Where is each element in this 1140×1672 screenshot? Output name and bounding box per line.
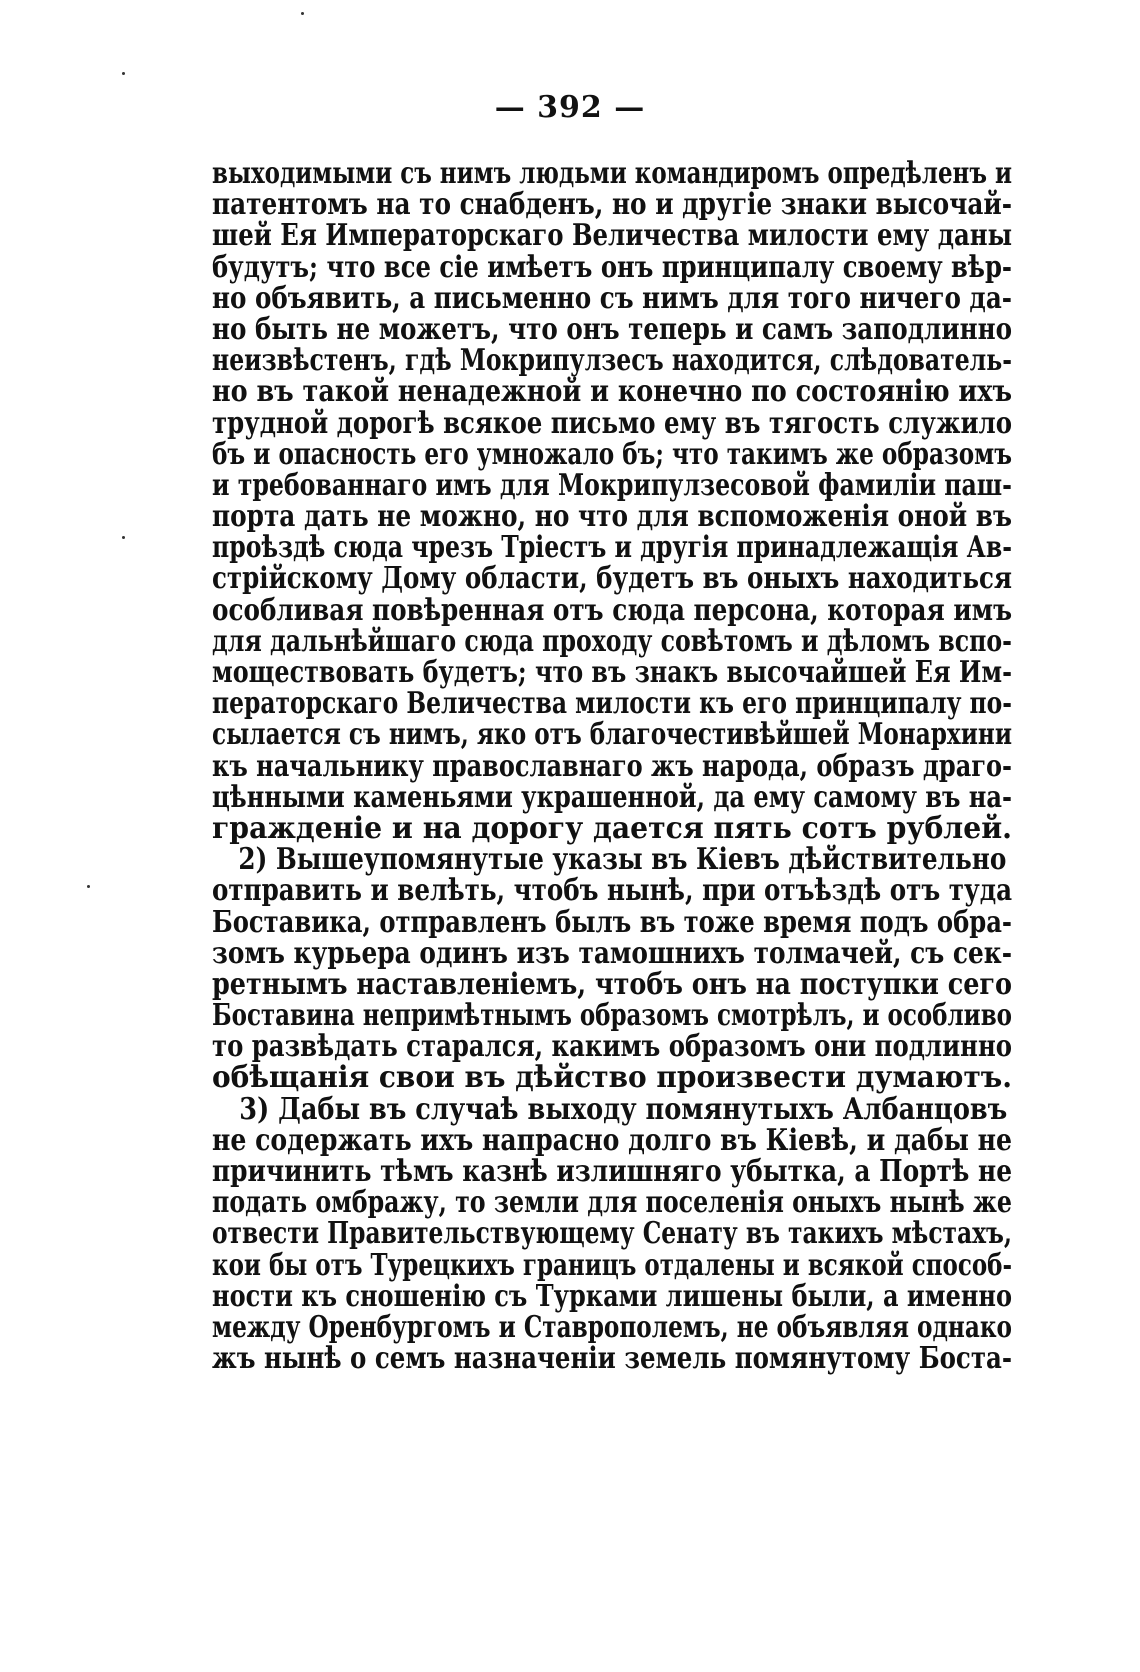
text-line: отправить и велѣть, чтобъ нынѣ, при отъѣздѣ отъ туда bbox=[212, 873, 1012, 909]
text-line: ности къ сношенію съ Турками лишены были, а именно bbox=[212, 1278, 1012, 1314]
paper-speck bbox=[87, 885, 90, 888]
text-line: кои бы отъ Турецкихъ границъ отдалены и всякой способ- bbox=[212, 1247, 1012, 1283]
text-line: и требованнаго имъ для Мокрипулзесовой фамиліи паш- bbox=[212, 467, 1012, 503]
text-line: порта дать не можно, но что для вспоможенія оной въ bbox=[212, 499, 1012, 535]
paragraph-3 bbox=[212, 1091, 1012, 1377]
text-line: Боставина непримѣтнымъ образомъ смотрѣлъ, и особливо bbox=[212, 998, 1012, 1034]
paper-speck bbox=[301, 12, 304, 15]
text-line: ператорскаго Величества милости къ его принципалу по- bbox=[212, 686, 1012, 722]
text-line: шей Ея Императорскаго Величества милости ему даны bbox=[212, 218, 1012, 254]
text-line: ретнымъ наставленіемъ, чтобъ онъ на поступки сего bbox=[212, 966, 1012, 1002]
text-line: но въ такой ненадежной и конечно по состоянію ихъ bbox=[212, 374, 1012, 410]
paper-speck bbox=[122, 72, 125, 75]
text-line: подать омбражу, то земли для поселенія оныхъ нынѣ же bbox=[212, 1185, 1012, 1221]
text-line: стрійскому Дому области, будетъ въ оныхъ находиться bbox=[212, 561, 1012, 597]
text-line: Боставика, отправленъ былъ въ тоже время подъ обра- bbox=[212, 904, 1012, 940]
text-line: но быть не можетъ, что онъ теперь и самъ заподлинно bbox=[212, 311, 1012, 347]
text-line: трудной дорогѣ всякое письмо ему въ тягость служило bbox=[212, 405, 1012, 441]
text-line: патентомъ на то снабденъ, но и другіе знаки высочай- bbox=[212, 187, 1012, 223]
text-line: для дальнѣйшаго сюда проходу совѣтомъ и дѣломъ вспо- bbox=[212, 623, 1012, 659]
text-line: будутъ; что все сіе имѣетъ онъ принципалу своему вѣр- bbox=[212, 249, 1012, 285]
text-line: то развѣдать старался, какимъ образомъ они подлинно bbox=[212, 1029, 1012, 1065]
paper-speck bbox=[122, 536, 125, 539]
text-line: проѣздѣ сюда чрезъ Тріестъ и другія принадлежащія Ав- bbox=[212, 530, 1012, 566]
paragraph-1 bbox=[212, 158, 1012, 844]
text-line: сылается съ нимъ, яко отъ благочестивѣйшей Монархини bbox=[212, 717, 1012, 753]
page-number: — 392 — bbox=[494, 90, 646, 125]
text-line: моществовать будетъ; что въ знакъ высочайшей Ея Им- bbox=[212, 655, 1012, 690]
text-line: зомъ курьера одинъ изъ тамошнихъ толмачей, съ сек- bbox=[212, 935, 1012, 971]
text-line: выходимыми съ нимъ людьми командиромъ опредѣленъ и bbox=[212, 156, 1012, 191]
text-line: 3) Дабы въ случаѣ выходу помянутыхъ Албанцовъ bbox=[239, 1091, 1008, 1127]
text-line: жъ нынѣ о семъ назначеніи земель помянутому Боста- bbox=[212, 1341, 1012, 1377]
text-line: но объявить, а письменно съ нимъ для того ничего да- bbox=[212, 280, 1012, 316]
text-line: неизвѣстенъ, гдѣ Мокрипулзесъ находится, слѣдователь- bbox=[212, 343, 1012, 379]
body-text bbox=[212, 156, 1012, 1377]
paragraph-2 bbox=[212, 844, 1012, 1094]
text-line: между Оренбургомъ и Ставрополемъ, не объявляя однако bbox=[212, 1309, 1012, 1345]
text-line: къ начальнику православнаго жъ народа, образъ драго- bbox=[212, 748, 1012, 784]
text-line: бъ и опасность его умножало бъ; что такимъ же образомъ bbox=[212, 436, 1012, 472]
text-line: отвести Правительствующему Сенату въ такихъ мѣстахъ, bbox=[212, 1216, 1012, 1252]
text-line: не содержать ихъ напрасно долго въ Кіевѣ, и дабы не bbox=[212, 1122, 1012, 1158]
text-line: 2) Вышеупомянутые указы въ Кіевъ дѣйствительно bbox=[238, 842, 1007, 878]
text-line: цѣнными каменьями украшенной, да ему самому въ на- bbox=[212, 779, 1012, 815]
text-line: особливая повѣренная отъ сюда персона, которая имъ bbox=[212, 592, 1012, 628]
text-line: обѣщанія свои въ дѣйство произвести думаютъ. bbox=[212, 1060, 1012, 1096]
text-line: гражденіе и на дорогу дается пять сотъ рублей. bbox=[212, 810, 1012, 846]
text-line: причинить тѣмъ казнѣ излишняго убытка, а Портѣ не bbox=[212, 1154, 1012, 1189]
